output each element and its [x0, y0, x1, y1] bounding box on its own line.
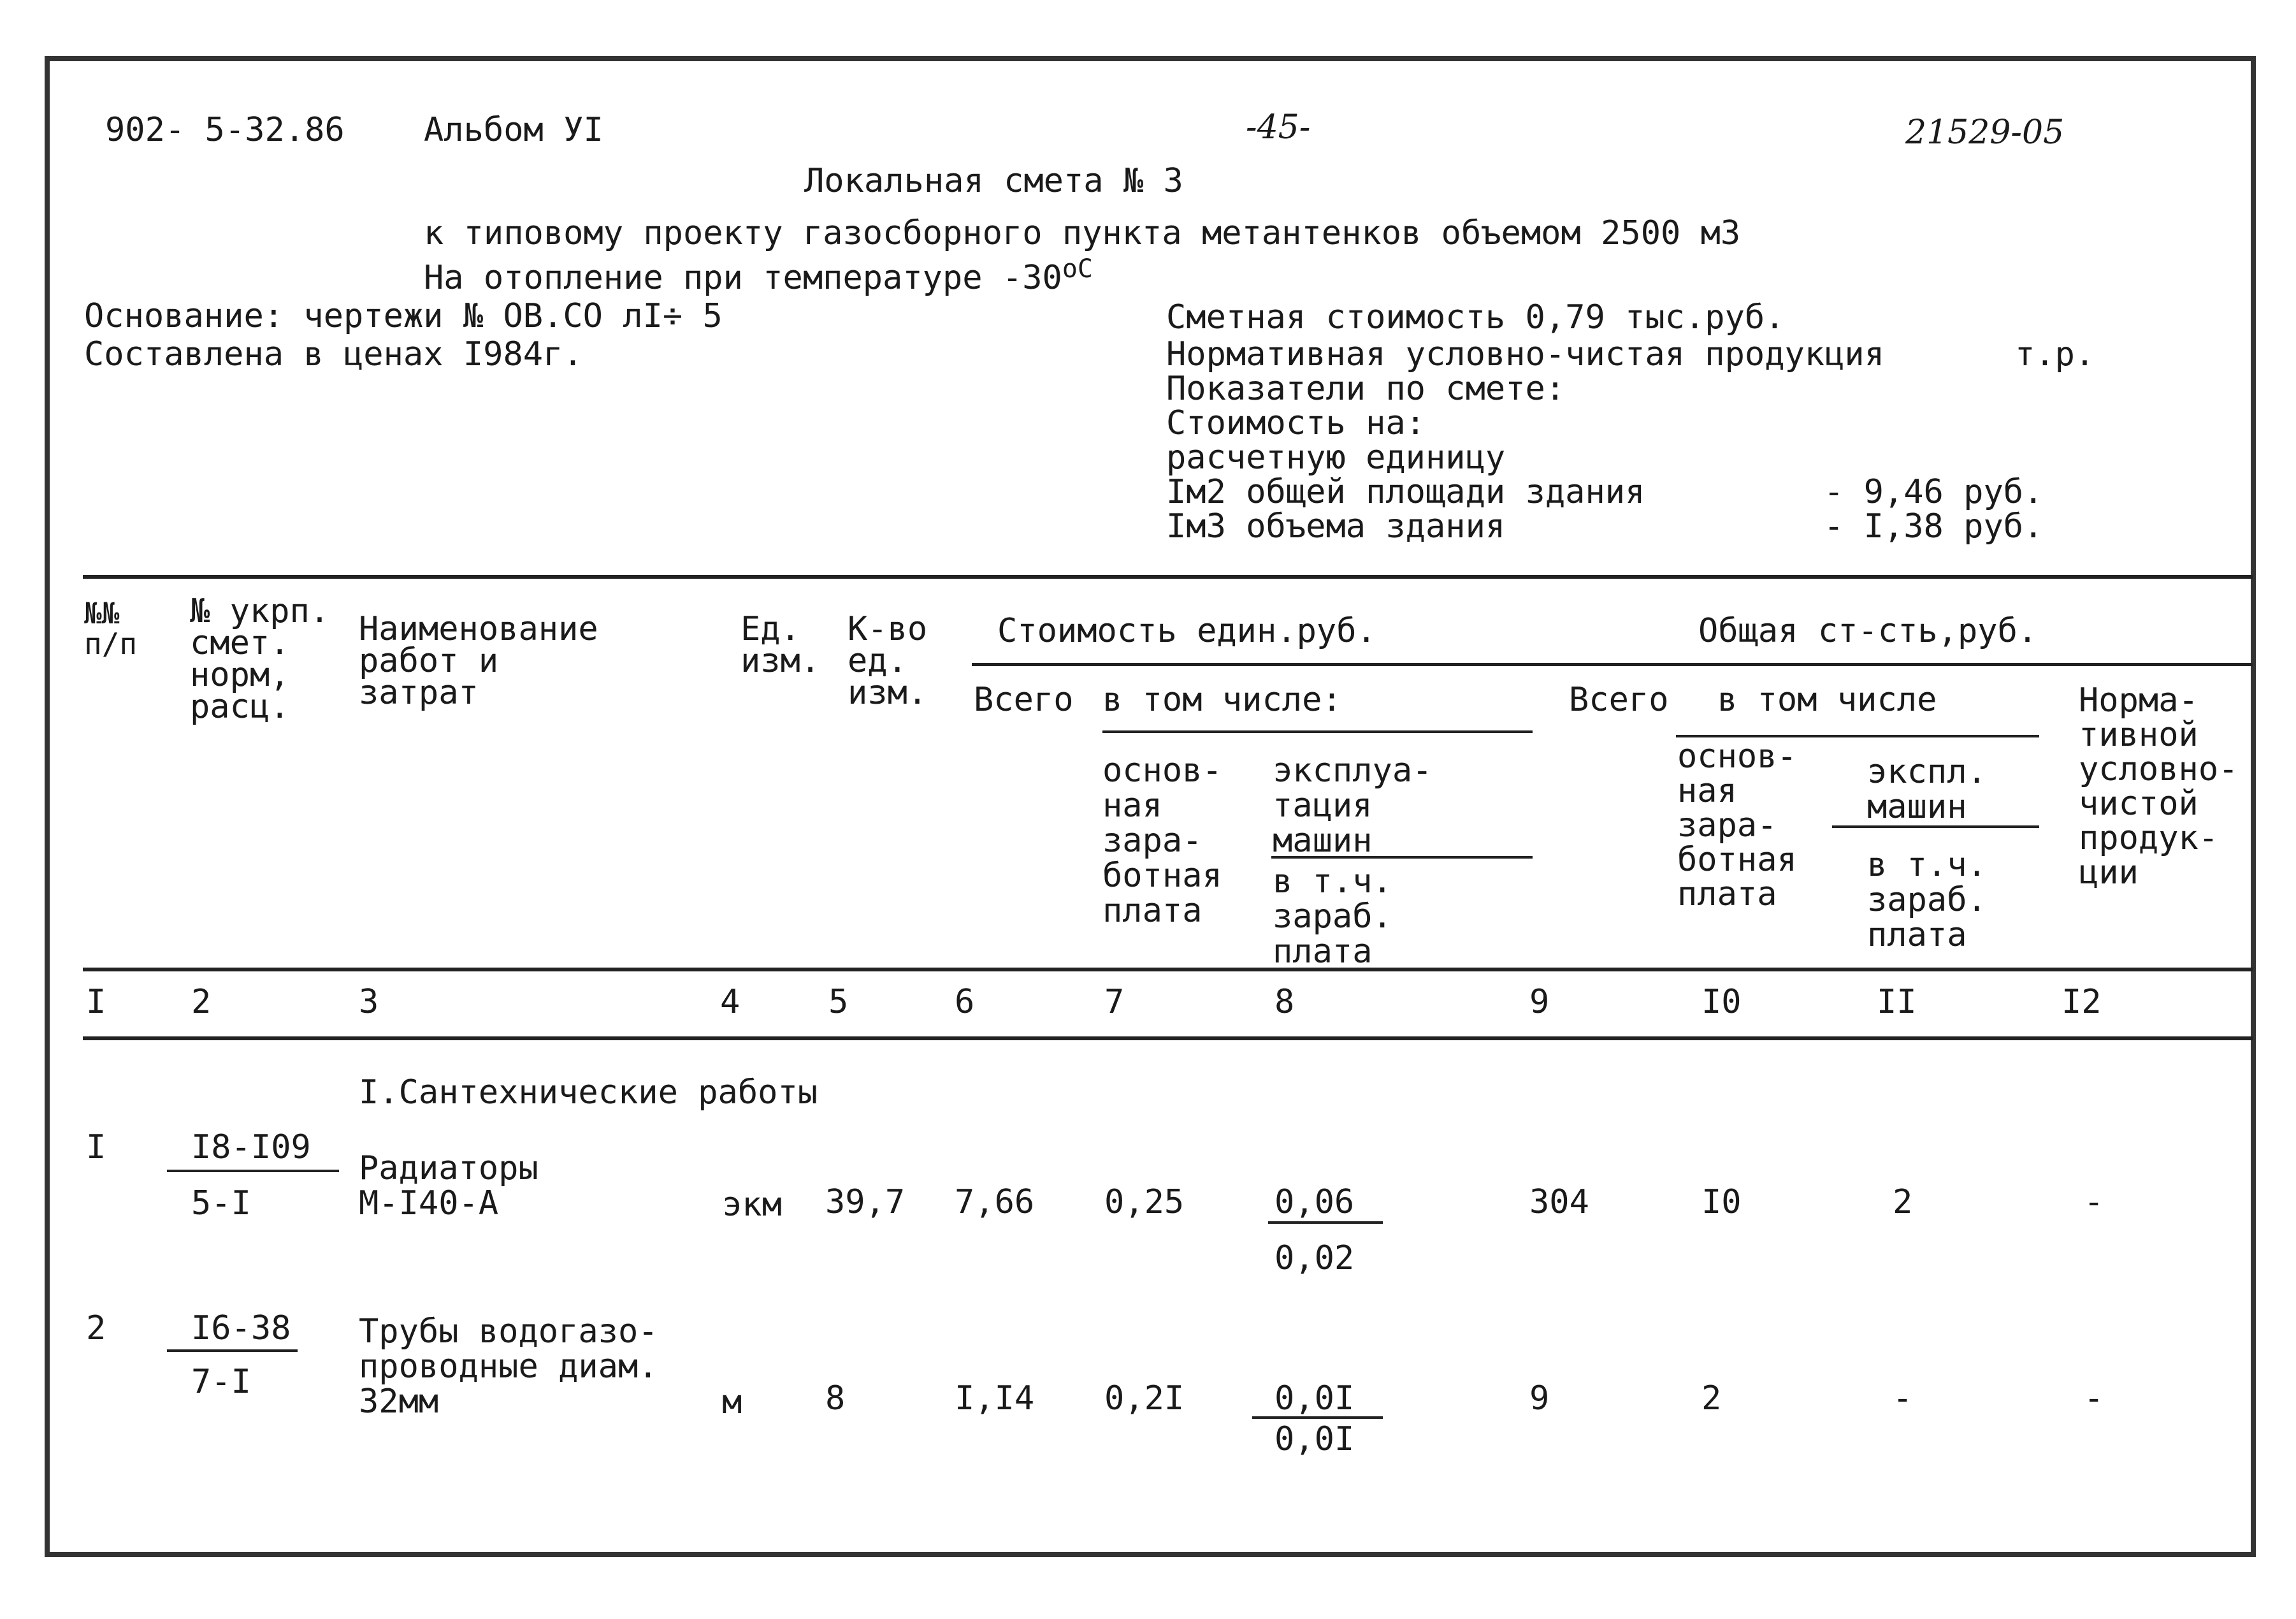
unit-incl-rule — [1102, 730, 1533, 733]
col-number: I — [86, 983, 106, 1021]
row-number: I — [86, 1128, 106, 1166]
item-name: Радиаторы М-I40-А — [359, 1149, 538, 1223]
item-name: Трубы водогазо- проводные диам. 32мм — [359, 1312, 658, 1421]
header-col5: К-во ед. изм. — [848, 610, 928, 712]
indicators-label: Показатели по смете: — [1166, 370, 1566, 408]
volume-label: Iм3 объема здания — [1166, 507, 1506, 546]
unit-machine-wage: 0,0I — [1274, 1420, 1355, 1458]
item-unit: м — [722, 1383, 742, 1421]
item-qty: 39,7 — [825, 1183, 906, 1221]
page-title: Локальная смета № 3 — [804, 162, 1183, 200]
header-total-cost: Общая ст-сть,руб. — [1698, 612, 2038, 650]
header-bottom-rule — [83, 968, 2253, 971]
norm-code-top: I8-I09 — [191, 1128, 311, 1166]
section-title: I.Сантехнические работы — [359, 1073, 818, 1112]
item-qty: 8 — [825, 1379, 846, 1418]
header-norm-12: Норма- тивной условно- чистой продук- ции — [2079, 681, 2239, 892]
col-number: 2 — [191, 983, 212, 1021]
total-wage: I0 — [1701, 1183, 1742, 1221]
total-wage: 2 — [1701, 1379, 1722, 1418]
col-number: II — [1877, 983, 1917, 1021]
normative-value: - — [2084, 1183, 2104, 1221]
normative-label: Нормативная условно-чистая продукция — [1166, 335, 1885, 374]
stamp-code: 21529-05 — [1905, 113, 2065, 152]
col-number: 6 — [955, 983, 975, 1021]
norm-code-divider — [167, 1170, 339, 1172]
header-all-9: Всего — [1569, 681, 1669, 719]
header-col1: №№ п/п — [84, 596, 138, 661]
numbers-bottom-rule — [83, 1036, 2253, 1040]
machine-fraction-line — [1252, 1416, 1383, 1419]
col-number: 8 — [1274, 983, 1295, 1021]
header-machine-wage-8: в т.ч. зараб. плата — [1273, 862, 1392, 971]
total-machine: - — [1893, 1379, 1913, 1418]
cost-group-rule — [972, 663, 2253, 666]
col-number: 3 — [359, 983, 379, 1021]
header-unit-cost: Стоимость един.руб. — [997, 612, 1376, 650]
volume-value: - I,38 руб. — [1824, 507, 2044, 546]
page-number: -45- — [1246, 108, 1311, 147]
header-machine-wage-11: в т.ч. зараб. плата — [1867, 846, 1987, 954]
unit-wage: 0,25 — [1104, 1183, 1185, 1221]
machine-fraction-line — [1268, 1221, 1383, 1224]
unit-machine-wage: 0,02 — [1274, 1239, 1355, 1277]
norm-code-top: I6-38 — [191, 1309, 291, 1347]
col-number: I0 — [1701, 983, 1742, 1021]
area-label: Iм2 общей площади здания — [1166, 473, 1645, 511]
unit-machine: 0,0I — [1274, 1379, 1355, 1418]
header-col3: Наименование работ и затрат — [359, 610, 598, 712]
total: 304 — [1529, 1183, 1589, 1221]
normative-unit: т.р. — [2015, 335, 2095, 374]
header-incl-9: в том числе — [1717, 681, 1937, 719]
col-number: 9 — [1529, 983, 1550, 1021]
norm-code-divider — [167, 1349, 298, 1352]
cost-on-label: Стоимость на: — [1166, 404, 1426, 442]
header-wage-10: основ- ная зара- ботная плата — [1677, 737, 1797, 913]
unit-total: 7,66 — [955, 1183, 1035, 1221]
col-number: 7 — [1104, 983, 1125, 1021]
total: 9 — [1529, 1379, 1550, 1418]
unit-wage: 0,2I — [1104, 1379, 1185, 1418]
header-col4: Ед. изм. — [740, 610, 821, 680]
subtitle: к типовому проекту газосборного пункта метантенков объемом 2500 м3 — [424, 214, 1741, 252]
col-number: I2 — [2061, 983, 2102, 1021]
album-label: Альбом УI — [424, 111, 603, 149]
row-number: 2 — [86, 1309, 106, 1347]
col-number: 5 — [828, 983, 849, 1021]
unit-total: I,I4 — [955, 1379, 1035, 1418]
basis-line: Основание: чертежи № ОВ.СО лI÷ 5 — [84, 297, 723, 335]
unit-machine: 0,06 — [1274, 1183, 1355, 1221]
norm-code-bottom: 5-I — [191, 1184, 251, 1223]
purpose-line: На отопление при температуре $-30^{оС}$ — [424, 254, 1093, 297]
header-machine-8: эксплуа- тация машин — [1273, 751, 1433, 860]
header-col2: № укрп. смет. норм, расц. — [190, 592, 330, 726]
header-all-6: Всего — [974, 681, 1074, 719]
unit-label: расчетную единицу — [1166, 439, 1506, 477]
header-incl-6: в том числе: — [1102, 681, 1342, 719]
prices-line: Составлена в ценах I984г. — [84, 335, 583, 374]
normative-value: - — [2084, 1379, 2104, 1418]
header-machine-11: экспл. машин — [1867, 753, 1987, 826]
doc-code: 902- 5-32.86 — [105, 111, 345, 149]
estimate-cost: Сметная стоимость 0,79 тыс.руб. — [1166, 298, 1785, 337]
item-unit: экм — [722, 1186, 782, 1224]
table-top-rule — [83, 575, 2253, 579]
total-machine: 2 — [1893, 1183, 1913, 1221]
header-wage-7: основ- ная зара- ботная плата — [1102, 751, 1222, 930]
area-value: - 9,46 руб. — [1824, 473, 2044, 511]
norm-code-bottom: 7-I — [191, 1363, 251, 1401]
col-number: 4 — [720, 983, 740, 1021]
